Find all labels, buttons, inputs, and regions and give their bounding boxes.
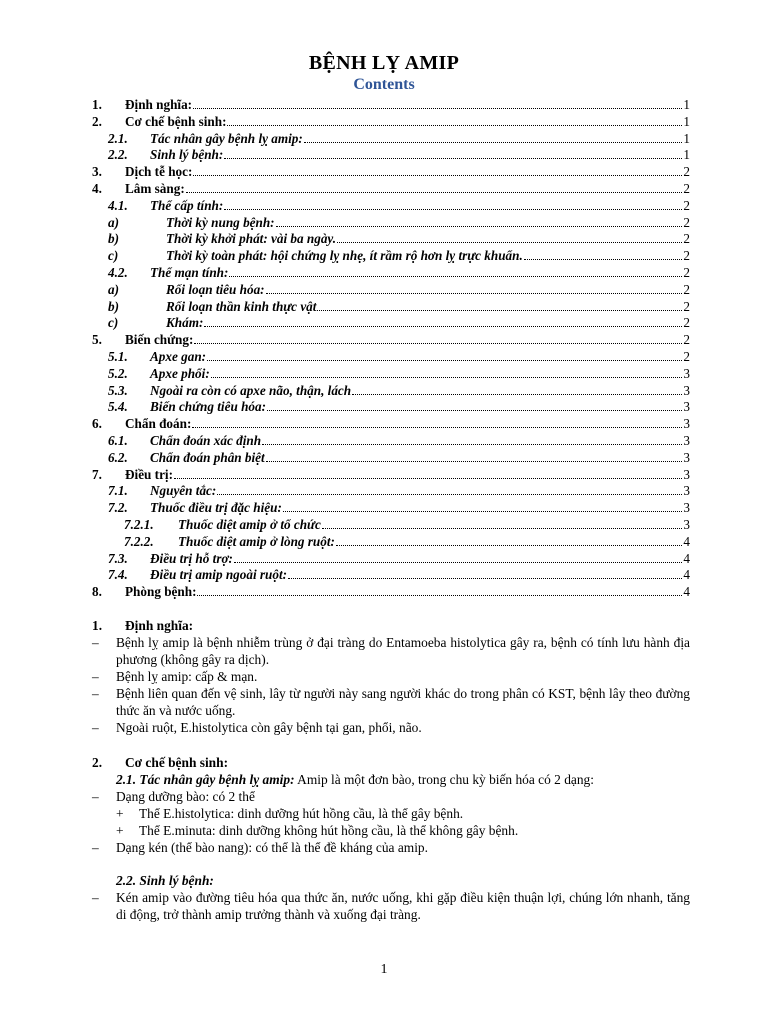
toc-leader bbox=[204, 315, 682, 327]
dash-marker: – bbox=[92, 686, 99, 701]
toc-page-number: 3 bbox=[683, 449, 690, 465]
toc-label: Thời kỳ khởi phát: vài ba ngày. bbox=[166, 231, 337, 247]
toc-number: 5. bbox=[92, 332, 102, 348]
toc-entry[interactable] bbox=[92, 450, 690, 467]
toc-number: 2. bbox=[92, 113, 102, 129]
section-heading bbox=[92, 754, 690, 771]
spacer bbox=[92, 856, 690, 872]
toc-number: 7. bbox=[92, 466, 102, 482]
toc-label: Apxe gan: bbox=[150, 348, 207, 364]
bullet-text: Bệnh lỵ amip là bệnh nhiễm trùng ở đại tràng do Entamoeba histolytica gây ra, bệnh có tính lưu hành địa phương (không gây ra dịch). bbox=[116, 635, 690, 667]
toc-entry[interactable] bbox=[92, 500, 690, 517]
toc-label: Điều trị hỗ trợ: bbox=[150, 550, 233, 566]
toc-entry[interactable] bbox=[92, 97, 690, 114]
toc-label: Dịch tễ học: bbox=[125, 164, 193, 180]
toc-number: 2.1. bbox=[108, 130, 128, 146]
subsection-heading: 2.1. Tác nhân gây bệnh lỵ amip: bbox=[116, 772, 295, 787]
toc-leader bbox=[217, 483, 682, 495]
toc-leader bbox=[224, 147, 682, 159]
bullet-text: Ngoài ruột, E.histolytica còn gây bệnh tại gan, phổi, não. bbox=[116, 720, 422, 735]
toc-leader bbox=[234, 551, 682, 563]
toc-number: 4.2. bbox=[108, 264, 128, 280]
toc-page-number: 4 bbox=[683, 584, 690, 600]
section-title: Cơ chế bệnh sinh: bbox=[125, 755, 229, 770]
bullet-item bbox=[92, 788, 690, 805]
toc-leader bbox=[524, 248, 683, 260]
toc-entry[interactable] bbox=[92, 147, 690, 164]
toc-number: c) bbox=[108, 248, 119, 264]
toc-leader bbox=[262, 433, 682, 445]
dash-marker: – bbox=[92, 789, 99, 804]
toc-label: Tác nhân gây bệnh lỵ amip: bbox=[150, 130, 303, 146]
bullet-text: Bệnh lỵ amip: cấp & mạn. bbox=[116, 669, 258, 684]
toc-entry[interactable] bbox=[92, 433, 690, 450]
toc-leader bbox=[227, 114, 682, 126]
toc-page-number: 2 bbox=[683, 264, 690, 280]
toc-label: Khám: bbox=[166, 315, 204, 331]
toc-leader bbox=[288, 567, 682, 579]
toc-label: Định nghĩa: bbox=[125, 97, 193, 112]
toc-number: a) bbox=[108, 281, 119, 297]
toc-leader bbox=[322, 517, 683, 529]
toc-label: Rối loạn thần kinh thực vật bbox=[166, 298, 317, 314]
toc-entry[interactable] bbox=[92, 282, 690, 299]
toc-entry[interactable] bbox=[92, 551, 690, 568]
toc-label: Phòng bệnh: bbox=[125, 584, 197, 600]
bullet-text: Dạng dưỡng bào: có 2 thể bbox=[116, 789, 255, 804]
toc-number: 5.1. bbox=[108, 348, 128, 364]
table-of-contents bbox=[92, 97, 690, 601]
toc-entry[interactable] bbox=[92, 215, 690, 232]
toc-page-number: 4 bbox=[683, 567, 690, 583]
toc-leader bbox=[174, 467, 682, 479]
toc-entry[interactable] bbox=[92, 366, 690, 383]
subsection-paragraph bbox=[92, 771, 690, 788]
toc-label: Thời kỳ nung bệnh: bbox=[166, 214, 275, 230]
toc-leader bbox=[224, 198, 682, 210]
toc-number: 4.1. bbox=[108, 197, 128, 213]
toc-page-number: 3 bbox=[683, 432, 690, 448]
toc-leader bbox=[283, 500, 683, 512]
toc-page-number: 2 bbox=[683, 231, 690, 247]
section-number: 2. bbox=[92, 755, 103, 770]
toc-page-number: 2 bbox=[683, 164, 690, 180]
toc-page-number: 2 bbox=[683, 214, 690, 230]
toc-entry[interactable] bbox=[92, 534, 690, 551]
toc-entry[interactable] bbox=[92, 567, 690, 584]
toc-label: Chẩn đoán phân biệt bbox=[150, 449, 265, 465]
toc-number: 7.3. bbox=[108, 550, 128, 566]
bullet-item bbox=[92, 889, 690, 923]
toc-number: 6. bbox=[92, 416, 102, 432]
toc-page-number: 1 bbox=[683, 97, 690, 112]
sub-bullet-item bbox=[92, 805, 690, 822]
toc-page-number: 3 bbox=[683, 466, 690, 482]
toc-entry[interactable] bbox=[92, 114, 690, 131]
bullet-text: Dạng kén (thể bào nang): có thể là thể đề kháng của amip. bbox=[116, 840, 428, 855]
toc-page-number: 2 bbox=[683, 180, 690, 196]
toc-leader bbox=[336, 534, 682, 546]
subsection-heading: 2.2. Sinh lý bệnh: bbox=[116, 873, 214, 888]
toc-number: 7.4. bbox=[108, 567, 128, 583]
toc-entry[interactable] bbox=[92, 181, 690, 198]
toc-entry[interactable] bbox=[92, 517, 690, 534]
toc-label: Lâm sàng: bbox=[125, 180, 185, 196]
toc-entry[interactable] bbox=[92, 231, 690, 248]
toc-label: Sinh lý bệnh: bbox=[150, 147, 224, 163]
toc-entry[interactable] bbox=[92, 332, 690, 349]
toc-entry[interactable] bbox=[92, 383, 690, 400]
toc-label: Thể mạn tính: bbox=[150, 264, 229, 280]
toc-page-number: 3 bbox=[683, 500, 690, 516]
page-number: 1 bbox=[380, 962, 388, 977]
toc-number: 5.4. bbox=[108, 399, 128, 415]
toc-page-number: 3 bbox=[683, 416, 690, 432]
toc-entry[interactable] bbox=[92, 131, 690, 148]
subsection-text: Amip là một đơn bào, trong chu kỳ biến hóa có 2 dạng: bbox=[294, 772, 594, 787]
toc-number: b) bbox=[108, 231, 119, 247]
toc-number: b) bbox=[108, 298, 119, 314]
dash-marker: – bbox=[92, 669, 99, 684]
toc-leader bbox=[266, 282, 683, 294]
toc-leader bbox=[276, 215, 683, 227]
toc-entry[interactable] bbox=[92, 416, 690, 433]
dash-marker: – bbox=[92, 635, 99, 650]
toc-page-number: 2 bbox=[683, 315, 690, 331]
toc-number: 7.2. bbox=[108, 500, 128, 516]
toc-label: Thuốc diệt amip ở tổ chức bbox=[178, 516, 321, 532]
toc-page-number: 3 bbox=[683, 365, 690, 381]
toc-entry[interactable] bbox=[92, 299, 690, 316]
toc-entry[interactable] bbox=[92, 198, 690, 215]
toc-page-number: 4 bbox=[683, 533, 690, 549]
toc-leader bbox=[229, 265, 682, 277]
dash-marker: – bbox=[92, 840, 99, 855]
toc-page-number: 1 bbox=[683, 130, 690, 146]
toc-page-number: 1 bbox=[683, 113, 690, 129]
subsection-paragraph bbox=[92, 872, 690, 889]
toc-entry[interactable] bbox=[92, 349, 690, 366]
toc-number: 1. bbox=[92, 97, 102, 112]
toc-leader bbox=[207, 349, 682, 361]
toc-entry[interactable] bbox=[92, 483, 690, 500]
toc-number: 7.2.1. bbox=[124, 516, 154, 532]
toc-number: 3. bbox=[92, 164, 102, 180]
contents-heading: Contents bbox=[353, 76, 415, 93]
toc-entry[interactable] bbox=[92, 467, 690, 484]
dash-marker: – bbox=[92, 890, 99, 905]
toc-leader bbox=[197, 584, 682, 596]
toc-leader bbox=[317, 299, 682, 311]
toc-page-number: 2 bbox=[683, 248, 690, 264]
toc-entry[interactable] bbox=[92, 265, 690, 282]
plus-marker: + bbox=[116, 806, 124, 821]
toc-number: 2.2. bbox=[108, 147, 128, 163]
document-title: BỆNH LỴ AMIP bbox=[308, 52, 460, 74]
toc-label: Cơ chế bệnh sinh: bbox=[125, 113, 227, 129]
toc-label: Điều trị amip ngoài ruột: bbox=[150, 567, 288, 583]
toc-entry[interactable] bbox=[92, 584, 690, 601]
toc-page-number: 3 bbox=[683, 516, 690, 532]
toc-number: c) bbox=[108, 315, 119, 331]
toc-number: 8. bbox=[92, 584, 102, 600]
toc-page-number: 1 bbox=[683, 147, 690, 163]
dash-marker: – bbox=[92, 720, 99, 735]
section-number: 1. bbox=[92, 618, 103, 633]
toc-page-number: 3 bbox=[683, 382, 690, 398]
bullet-item bbox=[92, 685, 690, 719]
bullet-item bbox=[92, 634, 690, 668]
toc-number: a) bbox=[108, 214, 119, 230]
toc-label: Chẩn đoán: bbox=[125, 416, 192, 432]
toc-label: Rối loạn tiêu hóa: bbox=[166, 281, 265, 297]
toc-leader bbox=[304, 131, 683, 143]
section-heading bbox=[92, 617, 690, 634]
toc-page-number: 3 bbox=[683, 483, 690, 499]
sub-bullet-text: Thể E.minuta: dinh dưỡng không hút hồng cầu, là thể không gây bệnh. bbox=[139, 823, 519, 838]
toc-leader bbox=[337, 231, 682, 243]
toc-page-number: 2 bbox=[683, 281, 690, 297]
toc-label: Nguyên tắc: bbox=[150, 483, 217, 499]
toc-page-number: 2 bbox=[683, 348, 690, 364]
toc-entry[interactable] bbox=[92, 399, 690, 416]
sub-bullet-item bbox=[92, 822, 690, 839]
toc-number: 7.2.2. bbox=[124, 533, 154, 549]
toc-label: Biến chứng tiêu hóa: bbox=[150, 399, 266, 415]
toc-leader bbox=[352, 383, 682, 395]
toc-number: 5.2. bbox=[108, 365, 128, 381]
toc-label: Biến chứng: bbox=[125, 332, 194, 348]
bullet-item bbox=[92, 719, 690, 736]
toc-number: 4. bbox=[92, 180, 102, 196]
plus-marker: + bbox=[116, 823, 124, 838]
toc-leader bbox=[186, 181, 683, 193]
bullet-text: Kén amip vào đường tiêu hóa qua thức ăn, nước uống, khi gặp điều kiện thuận lợi, chúng lớn nhanh, tăng di động, trở thành amip trưởng thành và xuống đại tràng. bbox=[116, 890, 690, 922]
toc-label: Ngoài ra còn có apxe não, thận, lách bbox=[150, 382, 352, 398]
toc-entry[interactable] bbox=[92, 164, 690, 181]
sub-bullet-text: Thể E.histolytica: dinh dưỡng hút hồng cầu, là thể gây bệnh. bbox=[139, 806, 464, 821]
toc-leader bbox=[211, 366, 683, 378]
toc-leader bbox=[193, 164, 682, 176]
toc-leader bbox=[194, 332, 682, 344]
toc-number: 6.1. bbox=[108, 432, 128, 448]
document-body bbox=[92, 617, 690, 923]
toc-entry[interactable] bbox=[92, 315, 690, 332]
toc-entry[interactable] bbox=[92, 248, 690, 265]
toc-leader bbox=[267, 399, 682, 411]
toc-label: Apxe phổi: bbox=[150, 365, 210, 381]
toc-leader bbox=[266, 450, 683, 462]
toc-label: Thuốc điều trị đặc hiệu: bbox=[150, 500, 282, 516]
toc-number: 6.2. bbox=[108, 449, 128, 465]
toc-leader bbox=[193, 97, 682, 109]
toc-number: 7.1. bbox=[108, 483, 128, 499]
toc-leader bbox=[192, 416, 682, 428]
toc-page-number: 3 bbox=[683, 399, 690, 415]
toc-label: Thời kỳ toàn phát: hội chứng lỵ nhẹ, ít rầm rộ hơn lỵ trực khuẩn. bbox=[166, 248, 523, 264]
bullet-item bbox=[92, 839, 690, 856]
toc-label: Chẩn đoán xác định bbox=[150, 432, 262, 448]
toc-page-number: 2 bbox=[683, 197, 690, 213]
bullet-item bbox=[92, 668, 690, 685]
toc-page-number: 2 bbox=[683, 298, 690, 314]
toc-page-number: 4 bbox=[683, 550, 690, 566]
toc-label: Điều trị: bbox=[125, 466, 173, 482]
toc-label: Thuốc diệt amip ở lòng ruột: bbox=[178, 533, 335, 549]
section-title: Định nghĩa: bbox=[125, 618, 194, 633]
toc-number: 5.3. bbox=[108, 382, 128, 398]
bullet-text: Bệnh liên quan đến vệ sinh, lây từ người này sang người khác do trong phân có KST, bệnh lây theo đường thức ăn và nước uống. bbox=[116, 686, 690, 718]
spacer bbox=[92, 736, 690, 754]
toc-label: Thể cấp tính: bbox=[150, 197, 224, 213]
toc-page-number: 2 bbox=[683, 332, 690, 348]
